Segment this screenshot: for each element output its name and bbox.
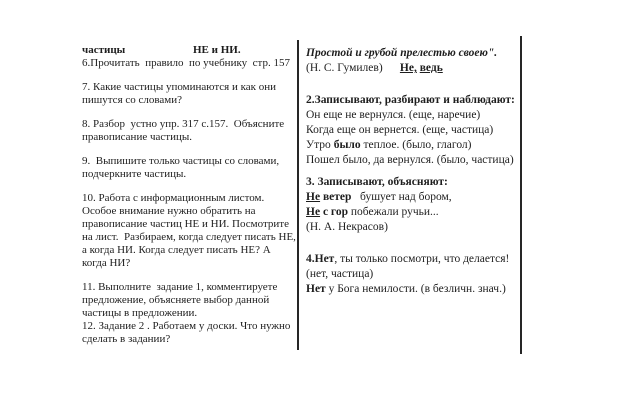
activity-block-3 bbox=[306, 175, 518, 235]
text-line: пишутся со словами? bbox=[82, 94, 183, 106]
task-item-8 bbox=[82, 118, 295, 144]
header-label-ne-ni: НЕ и НИ. bbox=[193, 44, 241, 56]
quote-block-gumilev bbox=[306, 46, 518, 76]
text-line: а когда НИ. Когда следует писать НЕ? А bbox=[82, 244, 271, 256]
text-segment: теплое. (было, глагол) bbox=[360, 139, 472, 151]
text-line bbox=[306, 153, 518, 168]
text-line bbox=[306, 175, 518, 190]
text-line bbox=[306, 93, 518, 108]
text-segment: Когда еще он вернется. (еще, частица) bbox=[306, 124, 494, 136]
text-segment: Он еще не вернулся. (еще, наречие) bbox=[306, 109, 481, 121]
activity-block-4 bbox=[306, 252, 518, 297]
text-segment: с гор bbox=[320, 206, 348, 218]
text-line: 6.Прочитать правило по учебнику стр. 157 bbox=[82, 57, 290, 69]
text-segment: у Бога немилости. (в безличн. знач.) bbox=[325, 283, 506, 295]
text-segment: Не, bbox=[399, 62, 417, 74]
text-segment bbox=[383, 62, 400, 74]
activity-block-2 bbox=[306, 93, 518, 168]
text-line bbox=[306, 108, 518, 123]
text-line bbox=[306, 220, 518, 235]
text-line: когда НИ? bbox=[82, 257, 131, 269]
text-line: частицы в предложении. bbox=[82, 307, 198, 319]
text-segment: 4.Нет bbox=[306, 253, 335, 265]
task-item-11 bbox=[82, 281, 295, 320]
text-line bbox=[306, 205, 518, 220]
text-segment: (Н. А. Некрасов) bbox=[306, 221, 388, 233]
text-segment: Не bbox=[306, 191, 321, 203]
column-divider-left bbox=[297, 40, 299, 350]
text-segment: 3. Записывают, объясняют: bbox=[306, 176, 448, 188]
text-line bbox=[306, 267, 518, 282]
task-item-10 bbox=[82, 192, 295, 270]
text-segment: Не bbox=[306, 206, 321, 218]
text-segment: Утро bbox=[306, 139, 334, 151]
text-segment: (Н. С. Гумилев) bbox=[306, 62, 383, 74]
text-line bbox=[306, 252, 518, 267]
text-segment: побежали ручьи... bbox=[348, 206, 439, 218]
text-segment: 2.Записывают, разбирают и наблюдают: bbox=[306, 94, 515, 106]
task-item-7 bbox=[82, 81, 295, 107]
text-line: Особое внимание нужно обратить на bbox=[82, 205, 256, 217]
text-line: правописание частицы. bbox=[82, 131, 192, 143]
text-line: 8. Разбор устно упр. 317 с.157. Объясните bbox=[82, 118, 285, 130]
text-segment: , ты только посмотри, что делается! bbox=[334, 253, 510, 265]
text-line: предложение, объясняете выбор данной bbox=[82, 294, 270, 306]
text-line bbox=[306, 123, 518, 138]
text-line bbox=[306, 61, 518, 76]
column-divider-right bbox=[520, 36, 522, 354]
task-item-12 bbox=[82, 320, 295, 346]
right-column-student-activities bbox=[306, 46, 518, 297]
text-line bbox=[306, 190, 518, 205]
text-segment: Нет bbox=[306, 283, 326, 295]
text-line: 12. Задание 2 . Работаем у доски. Что нужно bbox=[82, 320, 291, 332]
text-line: на лист. Разбираем, когда следует писать НЕ, bbox=[82, 231, 296, 243]
task-item-9 bbox=[82, 155, 295, 181]
column-header bbox=[82, 44, 295, 57]
text-line: сделать в задании? bbox=[82, 333, 171, 345]
text-segment: ведь bbox=[419, 62, 443, 74]
text-line: 9. Выпишите только частицы со словами, bbox=[82, 155, 280, 167]
text-line: 11. Выполните задание 1, комментируете bbox=[82, 281, 278, 293]
header-label-particles: частицы bbox=[82, 44, 126, 56]
text-line bbox=[306, 282, 518, 297]
text-line: подчеркните частицы. bbox=[82, 168, 187, 180]
text-line: 7. Какие частицы упоминаются и как они bbox=[82, 81, 277, 93]
text-line bbox=[306, 138, 518, 153]
text-line: 10. Работа с информационным листом. bbox=[82, 192, 265, 204]
left-column-teacher-tasks bbox=[82, 44, 295, 346]
text-segment: Пошел было, да вернулся. (было, частица) bbox=[306, 154, 514, 166]
text-segment: Простой и грубой прелестью своею". bbox=[306, 47, 498, 59]
task-item-6 bbox=[82, 57, 295, 70]
text-segment: бушует над бором, bbox=[351, 191, 452, 203]
text-line bbox=[306, 46, 518, 61]
text-segment: ветер bbox=[320, 191, 352, 203]
text-line: правописание частиц НЕ и НИ. Посмотрите bbox=[82, 218, 289, 230]
text-segment: было bbox=[333, 139, 361, 151]
text-segment: (нет, частица) bbox=[306, 268, 374, 280]
